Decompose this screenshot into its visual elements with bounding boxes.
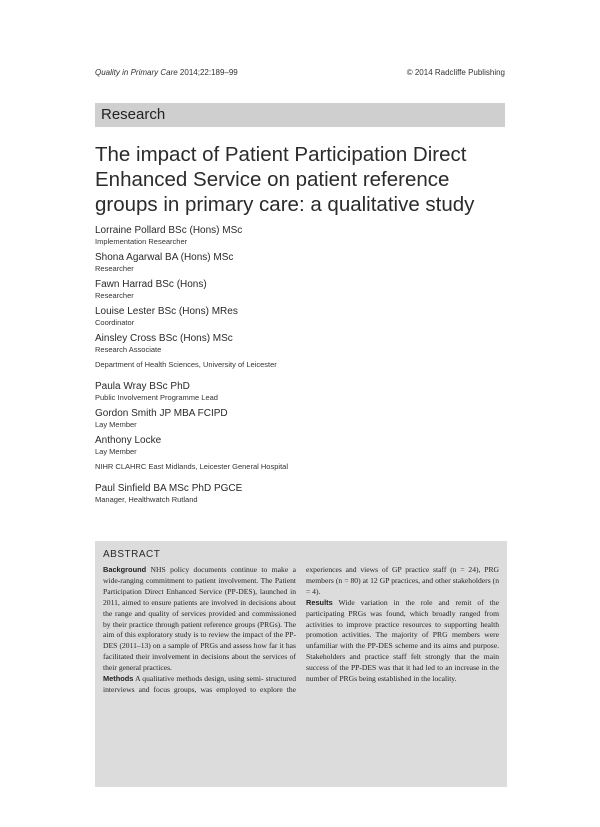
author	[95, 306, 515, 327]
author	[95, 435, 515, 456]
author-name: Ainsley Cross BSc (Hons) MSc	[95, 333, 233, 344]
author-role: Public Involvement Programme Lead	[95, 393, 218, 402]
citation: 2014;22:189–99	[179, 68, 238, 77]
abstract-background	[103, 565, 296, 674]
abstract-results	[306, 598, 499, 685]
author-name: Fawn Harrad BSc (Hons)	[95, 279, 207, 290]
author	[95, 483, 515, 504]
author-name: Shona Agarwal BA (Hons) MSc	[95, 252, 234, 263]
journal-citation	[95, 68, 238, 77]
abstract-heading: ABSTRACT	[103, 549, 161, 560]
copyright: © 2014 Radcliffe Publishing	[406, 68, 505, 77]
section-bar	[95, 103, 505, 127]
author	[95, 408, 515, 429]
author-role: Manager, Healthwatch Rutland	[95, 495, 198, 504]
journal-name: Quality in Primary Care	[95, 68, 178, 77]
author	[95, 252, 515, 273]
author-name: Lorraine Pollard BSc (Hons) MSc	[95, 225, 243, 236]
author-list	[95, 225, 515, 510]
author-name: Louise Lester BSc (Hons) MRes	[95, 306, 238, 317]
author-name: Paula Wray BSc PhD	[95, 381, 190, 392]
results-text: Wide variation in the role and remit of the participating PRGs was found, which broadly ranged from activities to improve practice resources to supporting health promotion activities. The majority of PRG members were unfamiliar with the PP-DES scheme and its aims and purpose. Stakeholders and practice staff felt strongly that the main success of the PP-DES was that it had led to an increase in the number of PRGs being established in the locality.	[306, 597, 500, 684]
abstract-body	[103, 565, 499, 696]
author-role: Implementation Researcher	[95, 237, 188, 246]
methods-text: A qualitative methods design, using semi- structured interviews and focus groups, was employed to explore the experiences and views of GP practice staff (n = 24), PRG members (n = 80) at 12 GP practices, and other stakeholders (n = 4).	[103, 565, 499, 694]
article-title: The impact of Patient Participation Direct Enhanced Service on patient reference groups in primary care: a qualitative study	[95, 143, 475, 216]
section-label: Research	[101, 106, 166, 123]
author	[95, 279, 515, 300]
methods-label: Methods	[103, 674, 134, 684]
author-role: Lay Member	[95, 420, 137, 429]
author-name: Anthony Locke	[95, 435, 162, 446]
author-name: Gordon Smith JP MBA FCIPD	[95, 408, 228, 419]
author-role: Lay Member	[95, 447, 137, 456]
background-text: NHS policy documents continue to make a wide-ranging commitment to patient involvement. The Patient Participation Direct Enhanced Service (PP-DES), launched in 2011, aimed to ensure patients are involved in decisions about the range and quality of services provided and commissioned by their practice through patient reference groups (PRGs). The aim of this exploratory study is to review the impact of the PP-DES (2011–13) on a sample of PRGs and assess how far it has facilitated their involvement in decisions about the services of their general practices.	[103, 565, 296, 673]
author-role: Coordinator	[95, 318, 135, 327]
author	[95, 333, 515, 354]
author-name: Paul Sinfield BA MSc PhD PGCE	[95, 483, 243, 494]
author	[95, 225, 515, 246]
author	[95, 381, 515, 402]
affiliation: NIHR CLAHRC East Midlands, Leicester General Hospital	[95, 462, 288, 471]
background-label: Background	[103, 565, 147, 574]
author-role: Researcher	[95, 291, 134, 300]
affiliation: Department of Health Sciences, University of Leicester	[95, 360, 277, 369]
results-label: Results	[306, 597, 333, 607]
author-role: Research Associate	[95, 345, 162, 354]
author-role: Researcher	[95, 264, 134, 273]
abstract-box	[95, 541, 507, 787]
